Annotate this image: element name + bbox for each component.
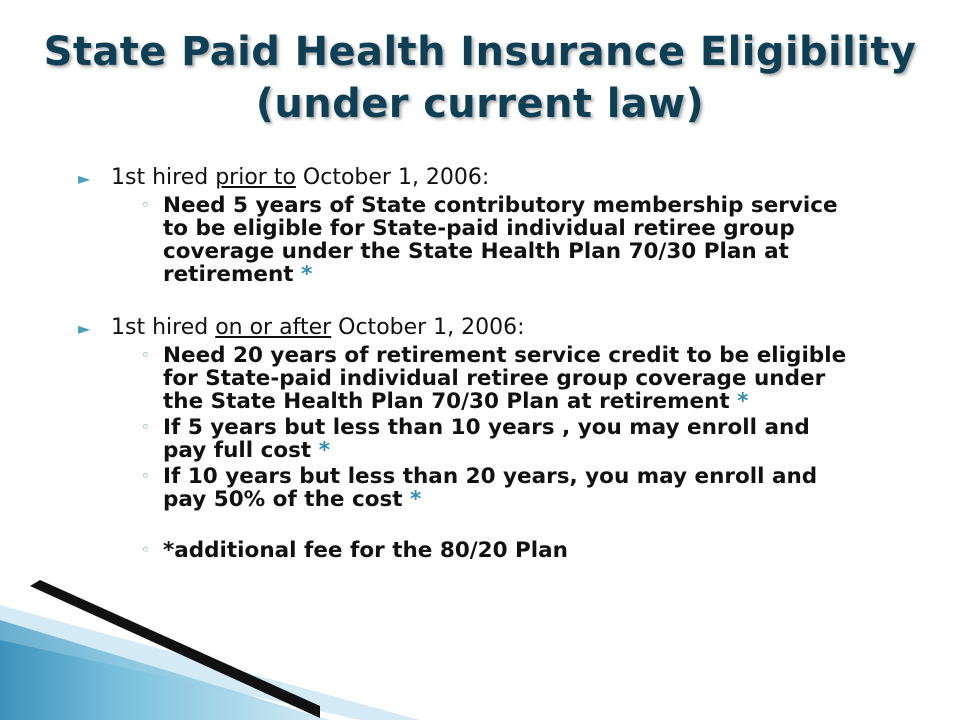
bullet-prefix: 1st hired [111,315,216,340]
bullet-suffix: October 1, 2006: [295,165,490,190]
bullet-on-or-after [78,314,848,562]
circle-bullet-icon: ◦ [141,346,150,364]
bullet-suffix: October 1, 2006: [331,315,525,340]
triangle-bullet-icon: ► [78,319,91,338]
subbullet [111,416,848,462]
subbullet [111,194,848,286]
circle-bullet-icon: ◦ [141,418,150,436]
footnote-text: *additional fee for the 80/20 Plan [163,538,568,563]
bullet-prefix: 1st hired [111,165,216,190]
subbullet-text: Need 5 years of State contributory membership service to be eligible for State-paid individual retiree group coverage under the State Health Plan 70/30 Plan at retirement [163,193,838,287]
subbullet-text: Need 20 years of retirement service credit to be eligible for State-paid individual retiree group coverage under the State Health Plan 70/30 Plan at retirement [163,343,847,414]
asterisk: * [737,389,749,414]
bullet-underlined: prior to [215,165,296,190]
bullet-underlined: on or after [215,315,332,340]
slide-content [78,164,848,562]
subbullet-text: If 10 years but less than 20 years, you may enroll and pay 50% of the cost [163,464,818,512]
asterisk: * [318,438,330,463]
bullet-prior-to [78,164,848,286]
subbullet [111,344,848,413]
asterisk: * [410,487,422,512]
slide-title [40,26,920,130]
asterisk: * [301,262,313,287]
subbullet-text: If 5 years but less than 10 years , you may enroll and pay full cost [163,415,810,463]
circle-bullet-icon: ◦ [141,467,150,485]
title-line-2: (under current law) [255,81,705,127]
subbullet [111,465,848,511]
triangle-bullet-icon: ► [78,169,91,188]
subbullet-footnote [111,539,848,562]
circle-bullet-icon: ◦ [141,541,150,559]
title-line-1: State Paid Health Insurance Eligibility [43,29,917,75]
corner-swoosh-decoration [0,580,960,720]
circle-bullet-icon: ◦ [141,196,150,214]
